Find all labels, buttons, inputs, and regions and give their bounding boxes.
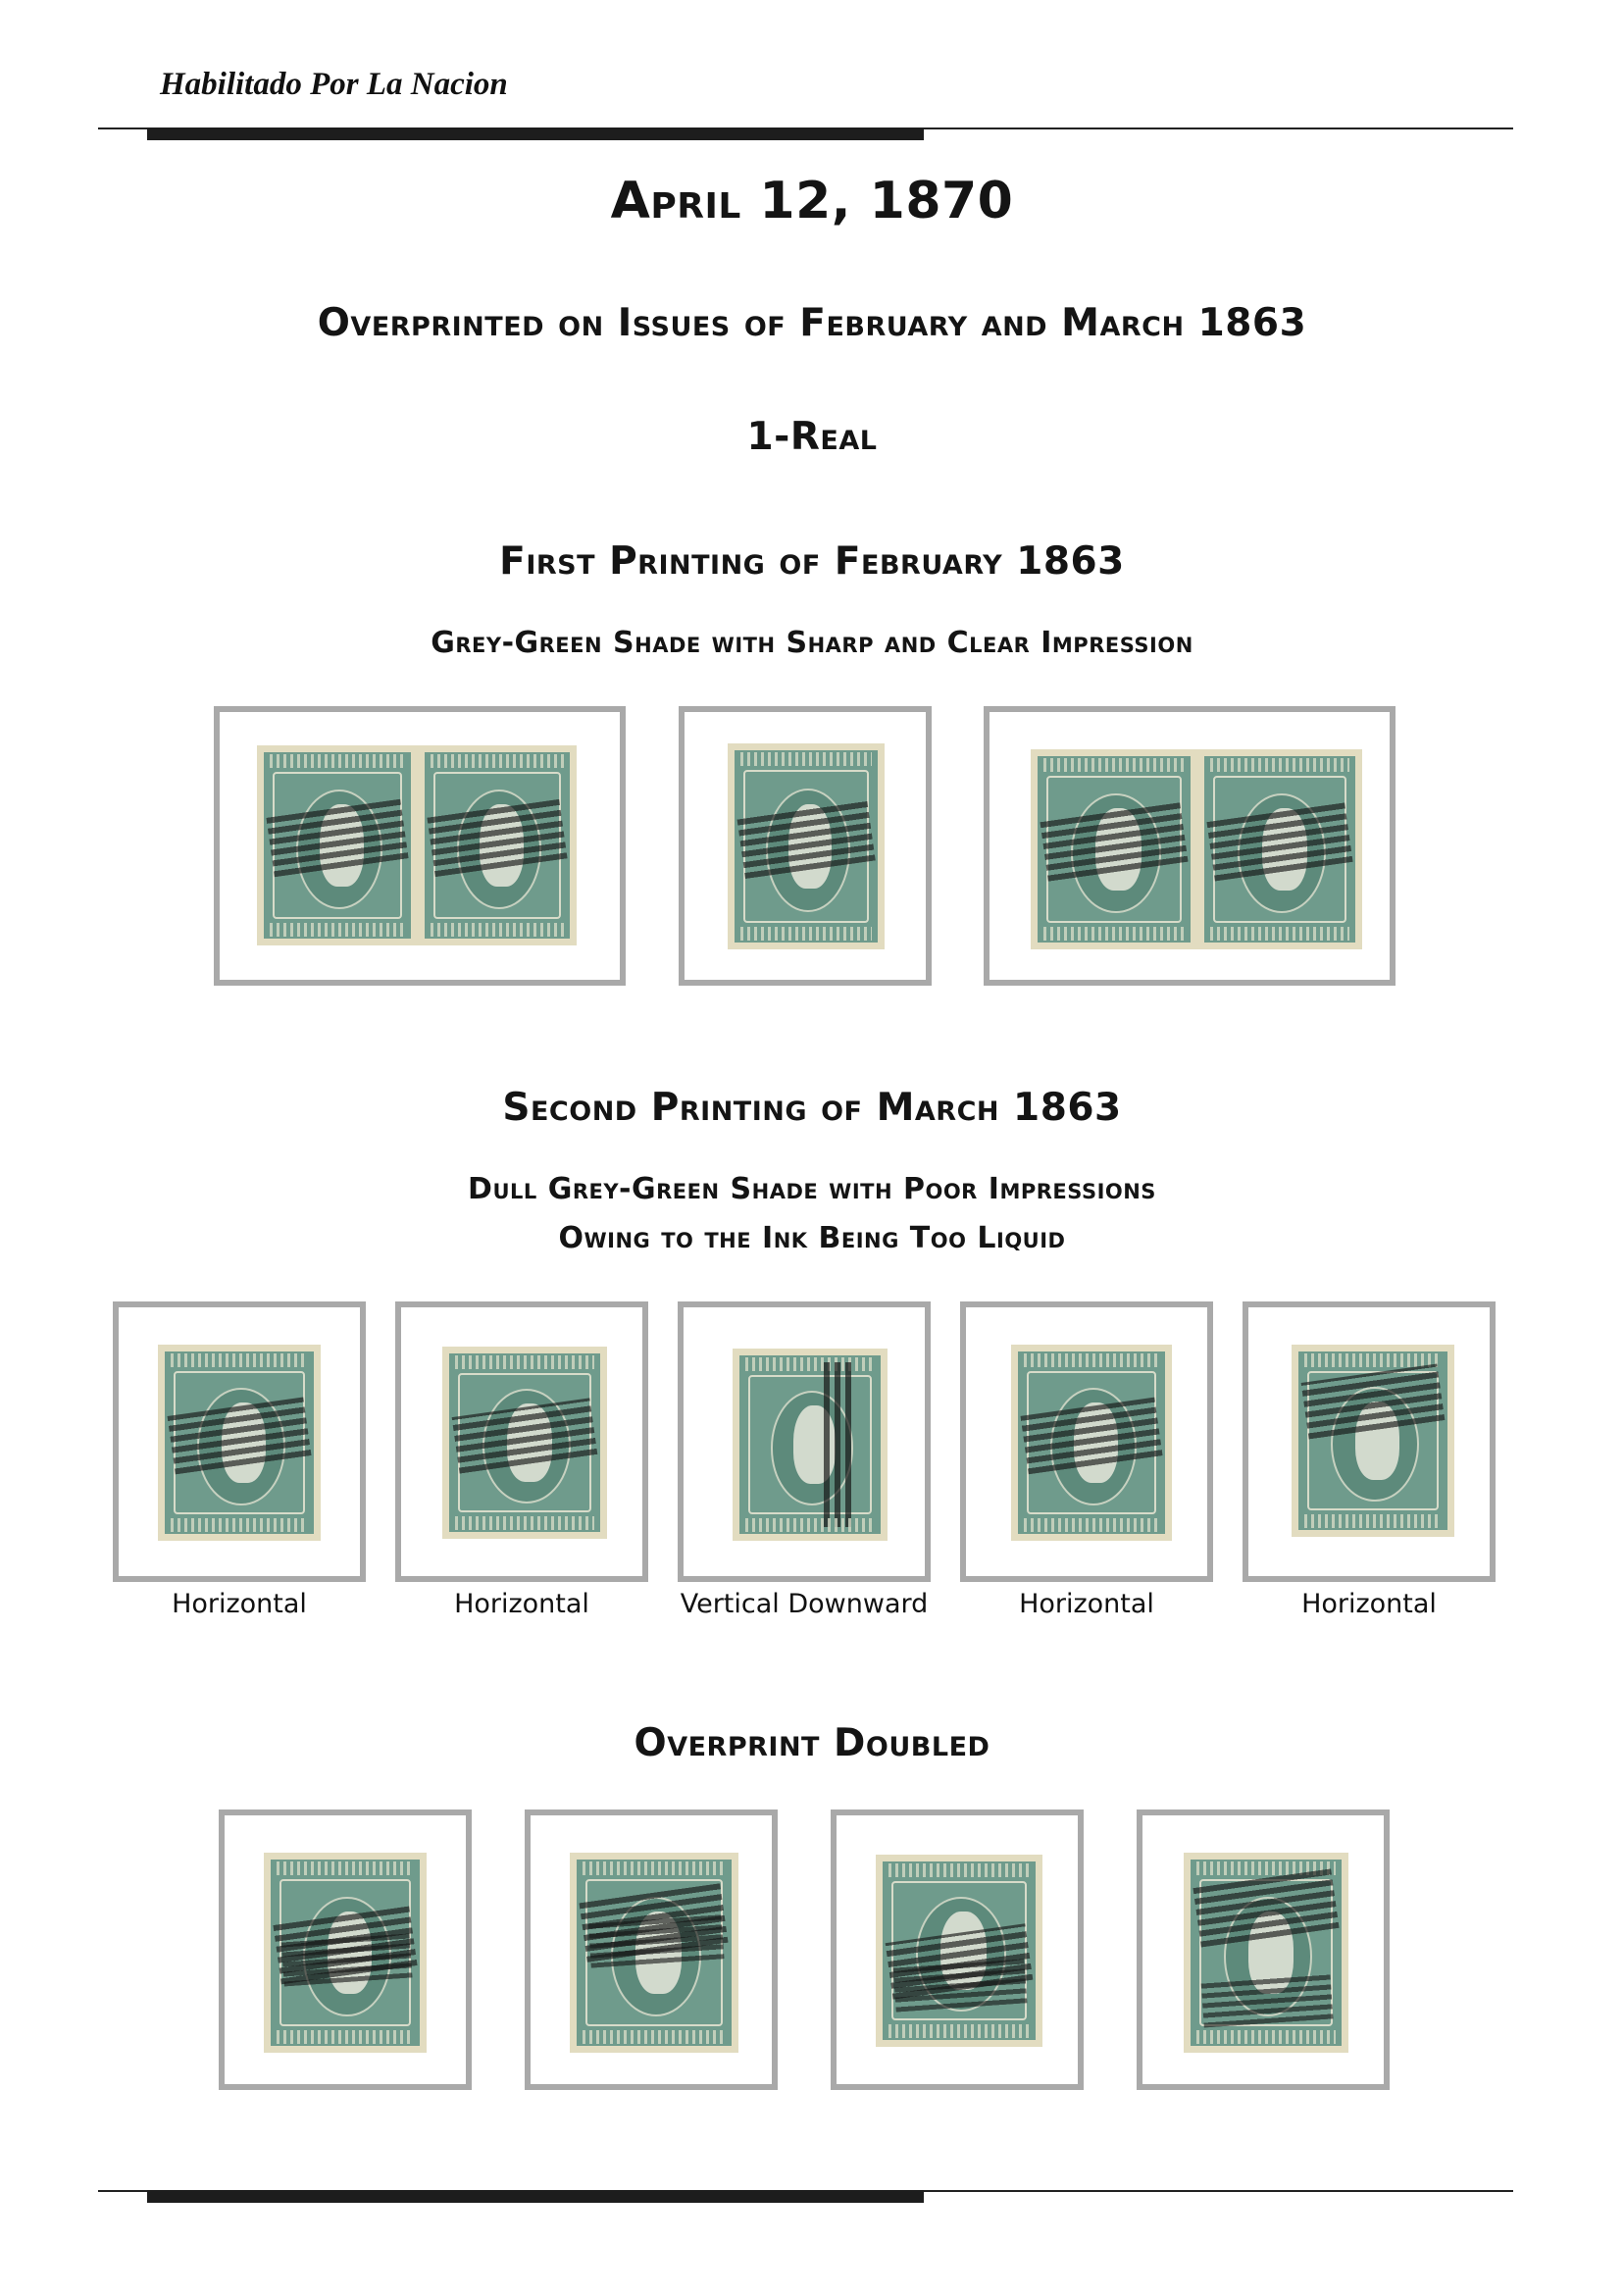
footer-rule-thick: [147, 2190, 924, 2203]
stamp-caption: Horizontal: [172, 1589, 307, 1619]
stamp-image: [442, 1347, 607, 1539]
stamp-mount-2-2: [395, 1301, 648, 1582]
stamp-image: [1184, 1853, 1348, 2053]
header-rule-thick: [147, 127, 924, 140]
stamp-mount-3-4: [1137, 1810, 1390, 2090]
stamp-mount-pair-1: [214, 706, 626, 986]
stamp-image: [257, 745, 418, 945]
stamp-mount-pair-2: [984, 706, 1396, 986]
stamp-image: [876, 1855, 1042, 2047]
stamp-image: [158, 1345, 321, 1541]
stamp-mount-2-5: [1243, 1301, 1496, 1582]
album-page-header: Habilitado Por La Nacion: [160, 67, 508, 102]
second-printing-description-line2: Owing to the Ink Being Too Liquid: [558, 1221, 1066, 1255]
stamp-image: [1197, 749, 1362, 949]
stamp-caption: Vertical Downward: [680, 1589, 929, 1619]
stamp-caption: Horizontal: [454, 1589, 589, 1619]
stamp-mount-3-3: [831, 1810, 1084, 2090]
stamp-mount-3-2: [525, 1810, 778, 2090]
value-heading: 1-Real: [746, 415, 878, 459]
stamp-image: [728, 743, 885, 949]
stamp-image: [1292, 1345, 1454, 1537]
stamp-mount-2-4: [960, 1301, 1213, 1582]
stamp-mount-2-1: [113, 1301, 366, 1582]
stamp-mount-single-1: [679, 706, 932, 986]
overprint-doubled-heading: Overprint Doubled: [634, 1721, 990, 1765]
stamp-image: [264, 1853, 427, 2053]
stamp-image: [418, 745, 577, 945]
second-printing-description-line1: Dull Grey-Green Shade with Poor Impressions: [468, 1172, 1156, 1206]
first-printing-heading: First Printing of February 1863: [499, 539, 1125, 584]
stamp-caption: Horizontal: [1019, 1589, 1154, 1619]
stamp-mount-3-1: [219, 1810, 472, 2090]
first-printing-description: Grey-Green Shade with Sharp and Clear Impression: [431, 626, 1193, 660]
date-heading: April 12, 1870: [610, 172, 1014, 230]
subtitle-heading: Overprinted on Issues of February and March 1863: [317, 301, 1307, 345]
second-printing-heading: Second Printing of March 1863: [502, 1086, 1122, 1130]
stamp-image: [733, 1349, 888, 1541]
stamp-image: [570, 1853, 738, 2053]
stamp-mount-2-3: [678, 1301, 931, 1582]
stamp-image: [1031, 749, 1197, 949]
stamp-caption: Horizontal: [1301, 1589, 1437, 1619]
stamp-image: [1011, 1345, 1172, 1541]
